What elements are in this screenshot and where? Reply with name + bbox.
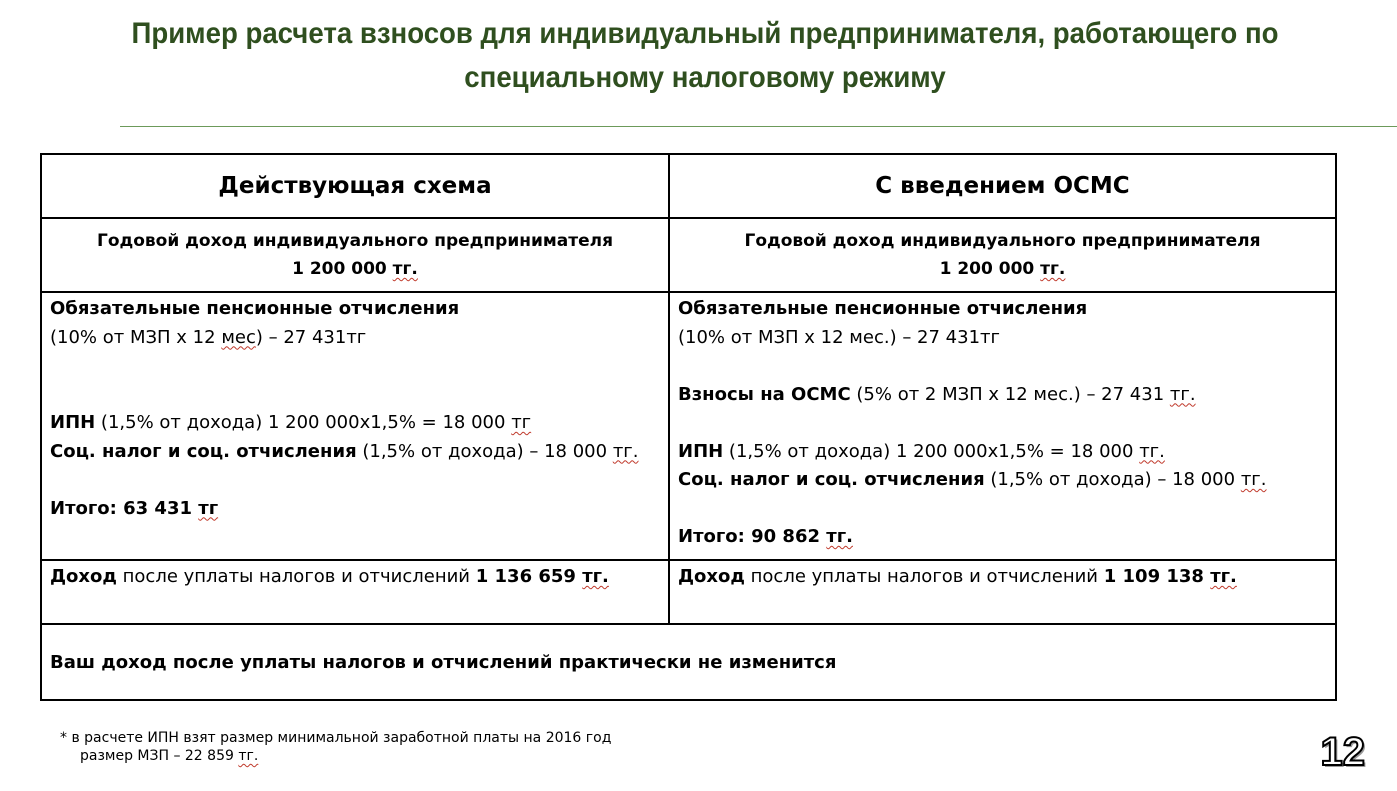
- page-number: 12: [1320, 730, 1365, 774]
- footnote-line-1: * в расчете ИПН взят размер минимальной заработной платы на 2016 год: [60, 730, 612, 746]
- income-value: 1 200 000: [939, 259, 1041, 279]
- calculation-row: [41, 292, 1336, 560]
- footnote: [60, 729, 611, 765]
- footnote-line-2: размер МЗП – 22 859 тг.: [80, 748, 259, 764]
- income-cell-left: [41, 218, 669, 292]
- total-line: Итого: 63 431 тг: [50, 497, 219, 519]
- income-cell-right: [669, 218, 1336, 292]
- calc-cell-left: [41, 292, 669, 560]
- total-line: Итого: 90 862 тг.: [678, 526, 853, 547]
- title-divider: [120, 126, 1397, 127]
- soc-tax-line: Соц. налог и соц. отчисления (1,5% от дохода) – 18 000 тг.: [678, 469, 1267, 490]
- soc-tax-line: Соц. налог и соц. отчисления (1,5% от дохода) – 18 000 тг.: [50, 440, 639, 462]
- after-tax-cell-left: Доход после уплаты налогов и отчислений 1 136 659 тг.: [41, 560, 669, 624]
- summary-row: [41, 624, 1336, 700]
- income-unit: тг.: [1040, 259, 1066, 279]
- pension-title: Обязательные пенсионные отчисления: [678, 298, 1088, 319]
- after-tax-row: [41, 560, 1336, 624]
- page-title: [112, 12, 1299, 100]
- comparison-table: [40, 153, 1337, 701]
- header-current-scheme: Действующая схема: [41, 154, 669, 218]
- pension-detail: (10% от МЗП х 12 мес) – 27 431тг: [50, 326, 367, 348]
- header-row: [41, 154, 1336, 218]
- ipn-line: ИПН (1,5% от дохода) 1 200 000х1,5% = 18 000 тг: [50, 412, 532, 433]
- ipn-line: ИПН (1,5% от дохода) 1 200 000х1,5% = 18 000 тг.: [678, 440, 1165, 462]
- after-tax-cell-right: Доход после уплаты налогов и отчислений 1 109 138 тг.: [669, 560, 1336, 624]
- income-label: Годовой доход индивидуального предпринимателя: [744, 231, 1261, 251]
- summary-cell: Ваш доход после уплаты налогов и отчислений практически не изменится: [41, 624, 1336, 700]
- pension-title: Обязательные пенсионные отчисления: [50, 298, 460, 319]
- income-label: Годовой доход индивидуального предпринимателя: [96, 231, 614, 251]
- title-line-2: специальному налоговому режиму: [464, 61, 946, 94]
- calc-cell-right: [669, 292, 1336, 560]
- pension-detail: (10% от МЗП х 12 мес.) – 27 431тг: [678, 326, 1000, 348]
- osms-line: Взносы на ОСМС (5% от 2 МЗП х 12 мес.) – 27 431 тг.: [678, 383, 1196, 405]
- income-value: 1 200 000: [292, 259, 393, 279]
- title-line-1: Пример расчета взносов для индивидуальный предпринимателя, работающего по: [131, 17, 1279, 50]
- income-unit: тг.: [392, 259, 418, 279]
- header-with-osms: С введением ОСМС: [669, 154, 1336, 218]
- income-row: [41, 218, 1336, 292]
